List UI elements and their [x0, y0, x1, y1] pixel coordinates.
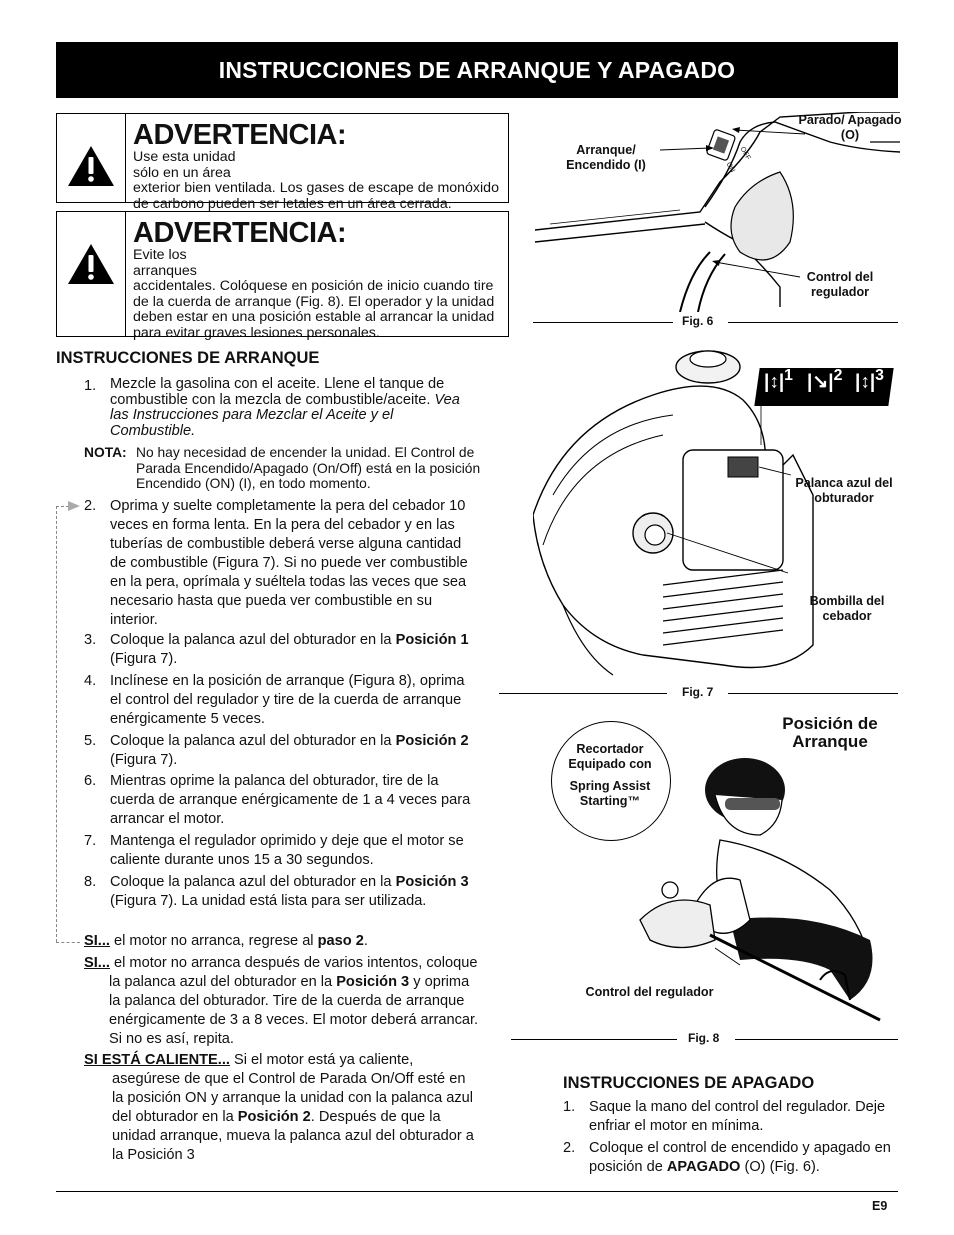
if-bold: Posición 3	[336, 974, 410, 990]
fig7-callout-primer: Bombilla del cebador	[809, 594, 885, 623]
if-label: SI...	[84, 933, 110, 949]
step-bold: Posición 2	[395, 733, 469, 749]
note-text: No hay necesidad de encender la unidad. El Control de Parada Encendido/Apagado (On/Off) está en la posición Encendido (ON) (I), en todo momento.	[136, 445, 481, 491]
stop-heading: INSTRUCCIONES DE APAGADO	[563, 1074, 815, 1092]
step-text: Inclínese en la posición de arranque (Figura 8), oprima el control del regulador y tire de la cuerda de arranque enérgicamente 5 veces.	[110, 673, 465, 727]
if-text: el motor no arranca, regrese al	[109, 933, 318, 949]
warning-box-ventilation	[56, 113, 509, 212]
warning-triangle-icon	[66, 242, 116, 286]
step-text: Coloque la palanca azul del obturador en la	[110, 632, 396, 648]
fig6-rule-right	[728, 322, 898, 323]
fig7-pos1-label: 1	[784, 367, 793, 384]
step-text: Mientras oprime la palanca del obturador, tire de la cuerda de arranque enérgicamente de 1 a 4 veces para arrancar el motor.	[110, 773, 471, 827]
step-bold: APAGADO	[666, 1159, 741, 1175]
step-number: 5.	[84, 733, 97, 749]
note-label: NOTA:	[84, 445, 127, 460]
warning-body: exterior bien ventilada. Los gases de escape de monóxido de carbono pueden ser letales en un área cerrada.	[133, 180, 499, 212]
step-number: 7.	[84, 833, 97, 849]
step-number: 3.	[84, 632, 97, 648]
step-bold: Posición 1	[395, 632, 469, 648]
if-text-end: .	[363, 933, 368, 949]
warning-title: ADVERTENCIA:	[133, 217, 347, 249]
step-text-end: (Figura 7). La unidad está lista para ser utilizada.	[110, 893, 427, 909]
fig7-choke-position-3: $|↕|^3$	[855, 367, 884, 393]
fig8-label: Fig. 8	[688, 1031, 720, 1045]
step-text: Mantenga el regulador oprimido y deje que el motor se caliente durante unos 15 a 30 segundos.	[110, 833, 464, 868]
loop-dashed-line	[56, 506, 57, 942]
if-text-end: y oprima la palanca del obturador. Tire de la cuerda de arranque enérgicamente de 3 a 8 veces. El motor deberá arrancar. Si no es así, repita.	[109, 974, 479, 1047]
warning-text	[133, 216, 504, 341]
step-number: 1.	[563, 1099, 576, 1115]
if-bold: paso 2	[317, 933, 364, 949]
if-text-end: . Después de que la unidad arranque, mueva la palanca azul del obturador a la Posición 3	[112, 1109, 474, 1163]
fig7-pos3-label: 3	[875, 367, 884, 384]
step-text: Saque la mano del control del regulador. Deje enfriar el motor en mínima.	[589, 1099, 886, 1134]
page-number: E9	[872, 1199, 888, 1213]
fig7-choke-position-1: $|↕|^1$	[764, 367, 793, 393]
step-italic-note: Vea las Instrucciones para Mezclar el Aceite y el Combustible.	[110, 391, 460, 439]
step-text: Mezcle la gasolina con el aceite. Llene el tanque de combustible con la mezcla de combustible/aceite.	[110, 376, 445, 408]
step-text: Coloque la palanca azul del obturador en la	[110, 874, 396, 890]
fig8-callout-throttle: Control del regulador	[585, 985, 714, 999]
warning-icon-cell	[57, 212, 126, 336]
if-label: SI ESTÁ CALIENTE...	[84, 1052, 230, 1068]
if-bold: Posición 2	[237, 1109, 311, 1125]
step-text-end: (Figura 7).	[110, 651, 178, 667]
fig6-rule-left	[533, 322, 673, 323]
warning-title: ADVERTENCIA:	[133, 119, 347, 151]
warning-lead: Use esta unidad sólo en un área	[133, 149, 236, 181]
fig6-callout-start: Arranque/ Encendido (I)	[566, 143, 646, 172]
step-text: Coloque la palanca azul del obturador en la	[110, 733, 396, 749]
fig6-on-label: ON	[724, 161, 736, 174]
if-text: el motor no arranca después de varios intentos, coloque la palanca azul del obturador en la	[109, 955, 478, 990]
step-bold: Posición 3	[395, 874, 469, 890]
fig6-off-label: OFF	[738, 145, 752, 162]
fig8-badge-text-2: Spring Assist Starting™	[569, 779, 651, 808]
loop-dashed-bottom	[56, 942, 80, 943]
step-number: 4.	[84, 673, 97, 689]
fig6-label: Fig. 6	[682, 314, 714, 328]
fig7-label: Fig. 7	[682, 685, 714, 699]
step-text: Oprima y suelte completamente la pera del cebador 10 veces en forma lenta. En la pera del cebador y en las tuberías de combustible deberá verse alguna cantidad de combustible (Figura 7). Si no puede ver combustible en la pera, oprímala y suéltela todas las veces que sea necesario hasta que pueda ver combustible en su interior.	[110, 498, 468, 628]
step-number: 8.	[84, 874, 97, 890]
fig7-choke-position-2: $|↘|^2$	[807, 367, 843, 393]
if-label: SI...	[84, 955, 110, 971]
step-text-end: (Figura 7).	[110, 752, 178, 768]
fig6-callout-stop: Parado/ Apagado (O)	[798, 113, 902, 142]
fig7-rule-right	[728, 693, 898, 694]
step-number: 2.	[563, 1140, 576, 1156]
step-number: 1.	[84, 378, 97, 394]
warning-lead: Evite los arranques	[133, 247, 197, 279]
fig8-badge-text-1: Recortador Equipado con	[568, 742, 652, 771]
fig7-rule-left	[499, 693, 667, 694]
warning-triangle-icon	[66, 144, 116, 188]
footer-rule	[56, 1191, 898, 1192]
warning-box-accidental-start	[56, 211, 509, 341]
step-number: 2.	[84, 498, 97, 514]
loop-arrow-icon	[68, 501, 82, 511]
step-text: Coloque el control de encendido y apagado en posición de	[589, 1140, 891, 1175]
fig8-rule-left	[511, 1039, 677, 1040]
if-text: Si el motor está ya caliente, asegúrese de que el Control de Parada On/Off esté en la posición ON y arranque la unidad con la palanca azul del obturador en la	[112, 1052, 474, 1125]
fig6-callout-throttle: Control del regulador	[806, 270, 874, 299]
page-title: INSTRUCCIONES DE ARRANQUE Y APAGADO	[218, 56, 736, 83]
warning-text	[133, 118, 504, 212]
step-number: 6.	[84, 773, 97, 789]
fig8-title: Posición de Arranque	[782, 714, 878, 751]
warning-body: accidentales. Colóquese en posición de inicio cuando tire de la cuerda de arranque (Fig. 8). El operador y la unidad deben estar en una posición estable al arrancar la unidad para evitar graves lesiones personales.	[133, 278, 495, 341]
fig7-pos2-label: 2	[833, 367, 843, 384]
start-heading: INSTRUCCIONES DE ARRANQUE	[56, 349, 320, 367]
page-header	[56, 42, 898, 98]
fig8-rule-right	[735, 1039, 898, 1040]
step-text-end: (O) (Fig. 6).	[740, 1159, 820, 1175]
fig7-callout-choke: Palanca azul del obturador	[795, 476, 893, 505]
warning-icon-cell	[57, 114, 126, 202]
